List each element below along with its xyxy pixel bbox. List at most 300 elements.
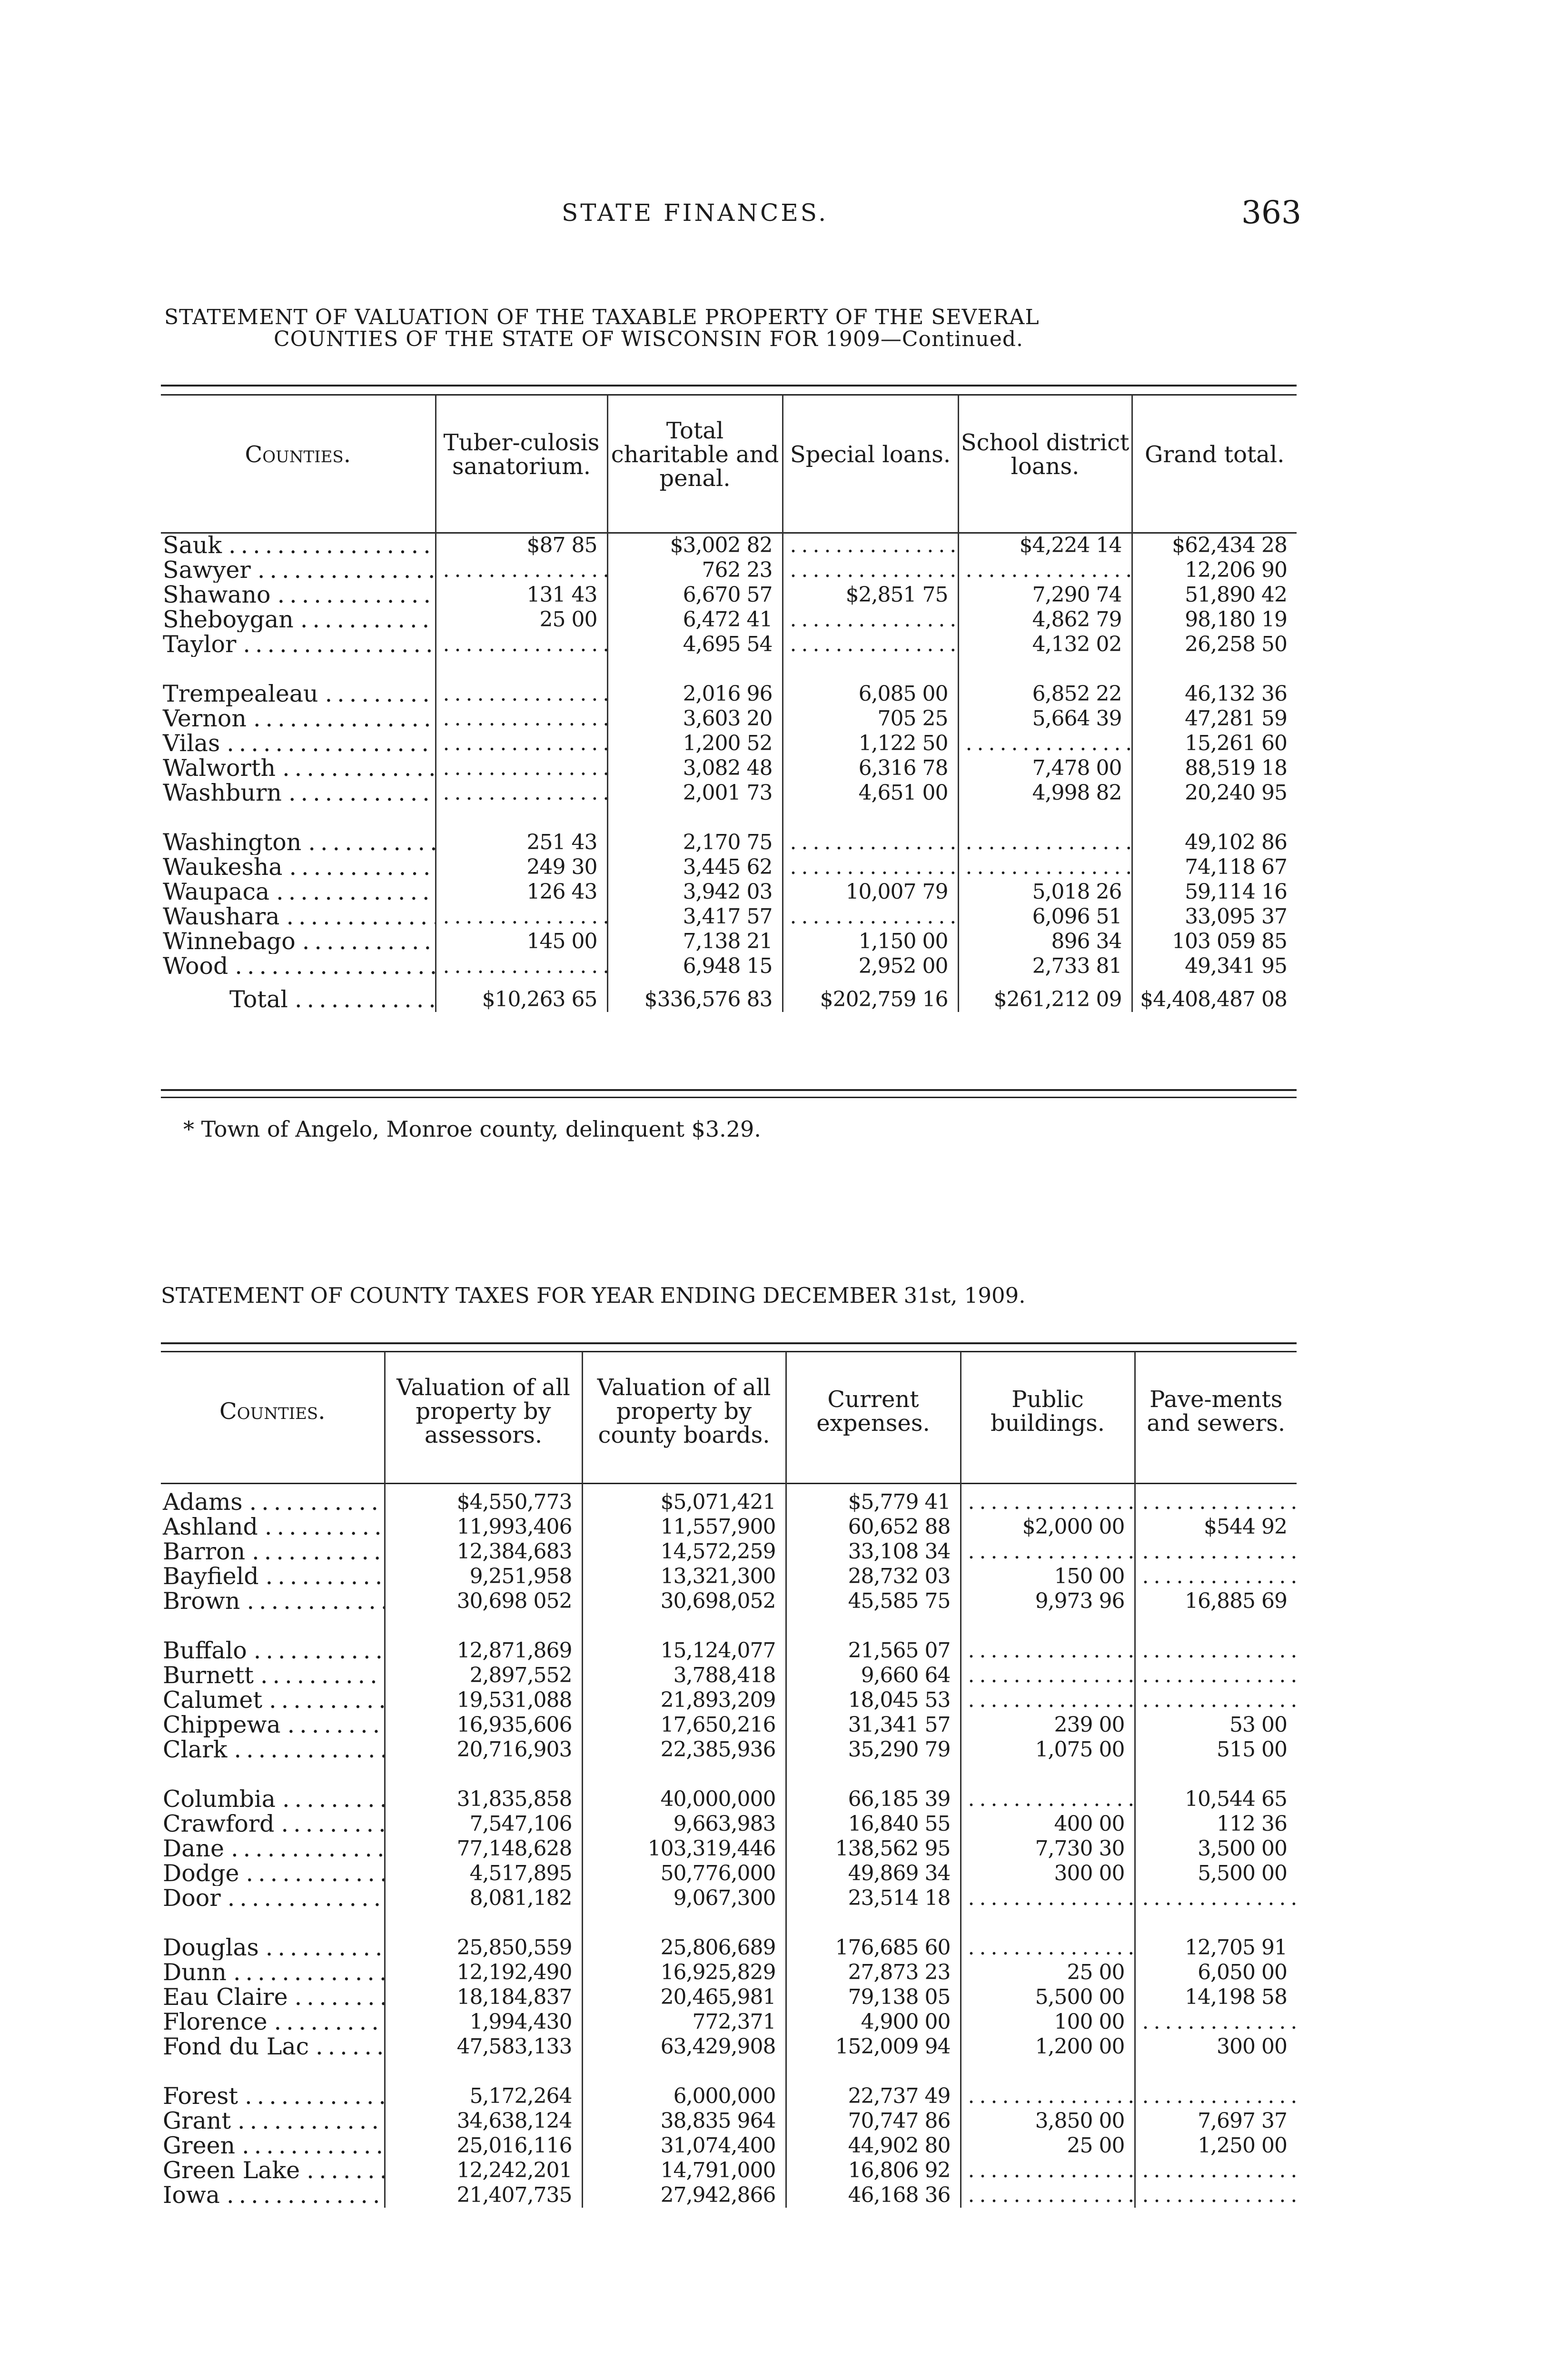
- county-name: Waupaca .....: [161, 880, 436, 904]
- county-name: Walworth .....: [161, 756, 436, 781]
- current-expenses-cell: 31,341 57: [786, 1713, 961, 1737]
- public-buildings-cell: 1,075 00: [961, 1737, 1135, 1762]
- valuation-assessors-cell: 11,993,406: [385, 1515, 582, 1539]
- county-name: Waushara .....: [161, 904, 436, 929]
- county-name: Buffalo .....: [161, 1638, 385, 1663]
- table-row: [161, 1638, 1297, 1663]
- tuberculosis-cell: [436, 954, 607, 979]
- valuation-assessors-cell: 19,531,088: [385, 1688, 582, 1713]
- special-loans-cell: [783, 607, 958, 632]
- table-row: [161, 1836, 1297, 1861]
- table-row: [161, 929, 1297, 954]
- valuation-boards-cell: 22,385,936: [582, 1737, 786, 1762]
- table1-footnote: * Town of Angelo, Monroe county, delinquent $3.29.: [183, 1116, 761, 1142]
- table-row: [161, 2183, 1297, 2208]
- current-expenses-cell: 49,869 34: [786, 1861, 961, 1886]
- special-loans-cell: 6,085 00: [783, 682, 958, 706]
- valuation-assessors-cell: 18,184,837: [385, 1985, 582, 2010]
- total-school-loans: $261,212 09: [958, 979, 1132, 1012]
- county-name: Columbia .....: [161, 1787, 385, 1812]
- public-buildings-cell: 5,500 00: [961, 1985, 1135, 2010]
- pavements-sewers-cell: 53 00: [1135, 1713, 1297, 1737]
- group-spacer: [161, 2059, 1297, 2084]
- table-row: [161, 904, 1297, 929]
- col-header-tuberculosis: Tuber-culosis sanatorium.: [436, 395, 607, 510]
- valuation-boards-cell: 11,557,900: [582, 1515, 786, 1539]
- special-loans-cell: 10,007 79: [783, 880, 958, 904]
- public-buildings-cell: 1,200 00: [961, 2034, 1135, 2059]
- county-name: Dane .....: [161, 1836, 385, 1861]
- county-name: Vernon .....: [161, 706, 436, 731]
- table-row: [161, 855, 1297, 880]
- school-loans-cell: 6,096 51: [958, 904, 1132, 929]
- pavements-sewers-cell: [1135, 1663, 1297, 1688]
- current-expenses-cell: 22,737 49: [786, 2084, 961, 2109]
- county-name: Barron .....: [161, 1539, 385, 1564]
- school-loans-cell: [958, 731, 1132, 756]
- public-buildings-cell: [961, 2158, 1135, 2183]
- table-row: [161, 1564, 1297, 1589]
- col-header-valuation-boards: Valuation of all property by county boards.: [582, 1352, 786, 1467]
- school-loans-cell: 4,862 79: [958, 607, 1132, 632]
- county-name: Green Lake .....: [161, 2158, 385, 2183]
- county-name: Winnebago .....: [161, 929, 436, 954]
- grand-total-cell: 74,118 67: [1132, 855, 1297, 880]
- public-buildings-cell: [961, 1787, 1135, 1812]
- table-row: [161, 880, 1297, 904]
- pavements-sewers-cell: 1,250 00: [1135, 2133, 1297, 2158]
- tuberculosis-cell: 131 43: [436, 583, 607, 607]
- col-header-counties: Counties.: [245, 441, 351, 468]
- col-header-pavements-sewers: Pave-ments and sewers.: [1135, 1352, 1297, 1467]
- table-row: [161, 706, 1297, 731]
- valuation-boards-cell: 9,663,983: [582, 1812, 786, 1836]
- grand-total-cell: 20,240 95: [1132, 781, 1297, 805]
- special-loans-cell: [783, 558, 958, 583]
- current-expenses-cell: 16,806 92: [786, 2158, 961, 2183]
- valuation-boards-cell: 13,321,300: [582, 1564, 786, 1589]
- table1: [161, 395, 1297, 1012]
- current-expenses-cell: 35,290 79: [786, 1737, 961, 1762]
- public-buildings-cell: 25 00: [961, 2133, 1135, 2158]
- valuation-assessors-cell: 47,583,133: [385, 2034, 582, 2059]
- valuation-boards-cell: 40,000,000: [582, 1787, 786, 1812]
- public-buildings-cell: 150 00: [961, 1564, 1135, 1589]
- public-buildings-cell: 3,850 00: [961, 2109, 1135, 2133]
- charitable-cell: 6,948 15: [607, 954, 783, 979]
- charitable-cell: 3,082 48: [607, 756, 783, 781]
- current-expenses-cell: 9,660 64: [786, 1663, 961, 1688]
- valuation-boards-cell: 31,074,400: [582, 2133, 786, 2158]
- county-name: Florence .....: [161, 2010, 385, 2034]
- county-name: Dodge .....: [161, 1861, 385, 1886]
- county-name: Clark .....: [161, 1737, 385, 1762]
- public-buildings-cell: 100 00: [961, 2010, 1135, 2034]
- county-name: Green .....: [161, 2133, 385, 2158]
- pavements-sewers-cell: 112 36: [1135, 1812, 1297, 1836]
- valuation-assessors-cell: 77,148,628: [385, 1836, 582, 1861]
- pavements-sewers-cell: 6,050 00: [1135, 1960, 1297, 1985]
- grand-total-cell: 47,281 59: [1132, 706, 1297, 731]
- grand-total-cell: 33,095 37: [1132, 904, 1297, 929]
- county-name: Adams .....: [161, 1467, 385, 1515]
- valuation-boards-cell: 63,429,908: [582, 2034, 786, 2059]
- county-name: Bayfield .....: [161, 1564, 385, 1589]
- table1-bottom-rule-2: [161, 1097, 1297, 1098]
- valuation-boards-cell: 25,806,689: [582, 1935, 786, 1960]
- charitable-cell: 7,138 21: [607, 929, 783, 954]
- tuberculosis-cell: 145 00: [436, 929, 607, 954]
- pavements-sewers-cell: [1135, 2183, 1297, 2208]
- group-spacer: [161, 1911, 1297, 1935]
- charitable-cell: 2,001 73: [607, 781, 783, 805]
- table-row: [161, 1886, 1297, 1911]
- county-name: Fond du Lac .....: [161, 2034, 385, 2059]
- school-loans-cell: [958, 830, 1132, 855]
- total-tuberculosis: $10,263 65: [436, 979, 607, 1012]
- table1-title-line2: COUNTIES OF THE STATE OF WISCONSIN FOR 1909—Continued.: [274, 327, 1024, 351]
- public-buildings-cell: [961, 2183, 1135, 2208]
- special-loans-cell: 4,651 00: [783, 781, 958, 805]
- table-row: [161, 1812, 1297, 1836]
- current-expenses-cell: 33,108 34: [786, 1539, 961, 1564]
- public-buildings-cell: 239 00: [961, 1713, 1135, 1737]
- pavements-sewers-cell: [1135, 2158, 1297, 2183]
- table-row: [161, 2034, 1297, 2059]
- table-row: [161, 1985, 1297, 2010]
- county-name: Sauk .....: [161, 510, 436, 558]
- current-expenses-cell: 27,873 23: [786, 1960, 961, 1985]
- grand-total-cell: 59,114 16: [1132, 880, 1297, 904]
- tuberculosis-cell: [436, 731, 607, 756]
- public-buildings-cell: [961, 2084, 1135, 2109]
- county-name: Washburn .....: [161, 781, 436, 805]
- public-buildings-cell: 300 00: [961, 1861, 1135, 1886]
- col-header-grand-total: Grand total.: [1132, 395, 1297, 510]
- valuation-assessors-cell: 30,698 052: [385, 1589, 582, 1614]
- table-row: [161, 731, 1297, 756]
- valuation-boards-cell: 9,067,300: [582, 1886, 786, 1911]
- tuberculosis-cell: [436, 756, 607, 781]
- school-loans-cell: $4,224 14: [958, 510, 1132, 558]
- county-name: Ashland .....: [161, 1515, 385, 1539]
- valuation-assessors-cell: 21,407,735: [385, 2183, 582, 2208]
- total-grand: $4,408,487 08: [1132, 979, 1297, 1012]
- pavements-sewers-cell: $544 92: [1135, 1515, 1297, 1539]
- col-header-valuation-assessors: Valuation of all property by assessors.: [385, 1352, 582, 1467]
- valuation-boards-cell: 17,650,216: [582, 1713, 786, 1737]
- col-header-public-buildings: Public buildings.: [961, 1352, 1135, 1467]
- grand-total-cell: 49,341 95: [1132, 954, 1297, 979]
- pavements-sewers-cell: 16,885 69: [1135, 1589, 1297, 1614]
- special-loans-cell: 1,122 50: [783, 731, 958, 756]
- table-row: [161, 1713, 1297, 1737]
- grand-total-cell: 103 059 85: [1132, 929, 1297, 954]
- pavements-sewers-cell: [1135, 1688, 1297, 1713]
- valuation-assessors-cell: 8,081,182: [385, 1886, 582, 1911]
- charitable-cell: 2,016 96: [607, 682, 783, 706]
- grand-total-cell: 98,180 19: [1132, 607, 1297, 632]
- valuation-assessors-cell: 12,192,490: [385, 1960, 582, 1985]
- table2-top-rule: [161, 1342, 1297, 1344]
- valuation-boards-cell: 20,465,981: [582, 1985, 786, 2010]
- special-loans-cell: $2,851 75: [783, 583, 958, 607]
- public-buildings-cell: [961, 1539, 1135, 1564]
- total-special-loans: $202,759 16: [783, 979, 958, 1012]
- public-buildings-cell: $2,000 00: [961, 1515, 1135, 1539]
- valuation-boards-cell: 3,788,418: [582, 1663, 786, 1688]
- col-header-special-loans: Special loans.: [783, 395, 958, 510]
- public-buildings-cell: [961, 1935, 1135, 1960]
- grand-total-cell: 46,132 36: [1132, 682, 1297, 706]
- charitable-cell: 6,670 57: [607, 583, 783, 607]
- county-name: Eau Claire .....: [161, 1985, 385, 2010]
- current-expenses-cell: 21,565 07: [786, 1638, 961, 1663]
- pavements-sewers-cell: [1135, 1539, 1297, 1564]
- valuation-assessors-cell: 25,016,116: [385, 2133, 582, 2158]
- valuation-boards-cell: 14,572,259: [582, 1539, 786, 1564]
- county-name: Vilas .....: [161, 731, 436, 756]
- county-name: Waukesha .....: [161, 855, 436, 880]
- tuberculosis-cell: 249 30: [436, 855, 607, 880]
- public-buildings-cell: 25 00: [961, 1960, 1135, 1985]
- tuberculosis-cell: [436, 558, 607, 583]
- pavements-sewers-cell: 12,705 91: [1135, 1935, 1297, 1960]
- county-name: Douglas .....: [161, 1935, 385, 1960]
- county-name: Sawyer .....: [161, 558, 436, 583]
- group-spacer: [161, 657, 1297, 682]
- grand-total-cell: 88,519 18: [1132, 756, 1297, 781]
- school-loans-cell: 2,733 81: [958, 954, 1132, 979]
- table2: [161, 1352, 1297, 2208]
- public-buildings-cell: [961, 1688, 1135, 1713]
- school-loans-cell: [958, 558, 1132, 583]
- special-loans-cell: [783, 830, 958, 855]
- table-row: [161, 1589, 1297, 1614]
- charitable-cell: 3,445 62: [607, 855, 783, 880]
- table-row: [161, 1960, 1297, 1985]
- school-loans-cell: 5,018 26: [958, 880, 1132, 904]
- public-buildings-cell: [961, 1886, 1135, 1911]
- table-row: [161, 632, 1297, 657]
- pavements-sewers-cell: 7,697 37: [1135, 2109, 1297, 2133]
- table1-bottom-rule: [161, 1089, 1297, 1091]
- current-expenses-cell: $5,779 41: [786, 1467, 961, 1515]
- valuation-boards-cell: 30,698,052: [582, 1589, 786, 1614]
- school-loans-cell: [958, 855, 1132, 880]
- valuation-assessors-cell: 2,897,552: [385, 1663, 582, 1688]
- charitable-cell: 762 23: [607, 558, 783, 583]
- pavements-sewers-cell: [1135, 2010, 1297, 2034]
- current-expenses-cell: 152,009 94: [786, 2034, 961, 2059]
- table-row: [161, 1787, 1297, 1812]
- school-loans-cell: 4,998 82: [958, 781, 1132, 805]
- public-buildings-cell: [961, 1467, 1135, 1515]
- county-name: Taylor .....: [161, 632, 436, 657]
- col-header-current-expenses: Current expenses.: [786, 1352, 961, 1467]
- charitable-cell: 3,417 57: [607, 904, 783, 929]
- current-expenses-cell: 79,138 05: [786, 1985, 961, 2010]
- pavements-sewers-cell: 10,544 65: [1135, 1787, 1297, 1812]
- running-header: STATE FINANCES.: [562, 199, 829, 227]
- county-name: Door .....: [161, 1886, 385, 1911]
- pavements-sewers-cell: 300 00: [1135, 2034, 1297, 2059]
- valuation-boards-cell: $5,071,421: [582, 1467, 786, 1515]
- grand-total-cell: 12,206 90: [1132, 558, 1297, 583]
- table-row: [161, 1688, 1297, 1713]
- group-spacer: [161, 805, 1297, 830]
- table1-header-row: [161, 395, 1297, 510]
- pavements-sewers-cell: 5,500 00: [1135, 1861, 1297, 1886]
- current-expenses-cell: 176,685 60: [786, 1935, 961, 1960]
- school-loans-cell: 5,664 39: [958, 706, 1132, 731]
- current-expenses-cell: 18,045 53: [786, 1688, 961, 1713]
- table-row: [161, 1539, 1297, 1564]
- tuberculosis-cell: [436, 706, 607, 731]
- table-row: [161, 2158, 1297, 2183]
- county-name: Iowa .....: [161, 2183, 385, 2208]
- tuberculosis-cell: [436, 904, 607, 929]
- pavements-sewers-cell: [1135, 1638, 1297, 1663]
- table-row: [161, 2010, 1297, 2034]
- valuation-assessors-cell: $4,550,773: [385, 1467, 582, 1515]
- county-name: Dunn .....: [161, 1960, 385, 1985]
- special-loans-cell: 6,316 78: [783, 756, 958, 781]
- current-expenses-cell: 66,185 39: [786, 1787, 961, 1812]
- table-row: [161, 607, 1297, 632]
- valuation-assessors-cell: 4,517,895: [385, 1861, 582, 1886]
- school-loans-cell: 6,852 22: [958, 682, 1132, 706]
- public-buildings-cell: 7,730 30: [961, 1836, 1135, 1861]
- charitable-cell: $3,002 82: [607, 510, 783, 558]
- pavements-sewers-cell: [1135, 2084, 1297, 2109]
- county-name: Burnett .....: [161, 1663, 385, 1688]
- table-row: [161, 1515, 1297, 1539]
- tuberculosis-cell: [436, 781, 607, 805]
- current-expenses-cell: 23,514 18: [786, 1886, 961, 1911]
- county-name: Forest .....: [161, 2084, 385, 2109]
- table-row: [161, 2133, 1297, 2158]
- current-expenses-cell: 138,562 95: [786, 1836, 961, 1861]
- county-name: Trempealeau .....: [161, 682, 436, 706]
- grand-total-cell: 49,102 86: [1132, 830, 1297, 855]
- valuation-boards-cell: 6,000,000: [582, 2084, 786, 2109]
- current-expenses-cell: 45,585 75: [786, 1589, 961, 1614]
- county-name: Brown .....: [161, 1589, 385, 1614]
- valuation-boards-cell: 50,776,000: [582, 1861, 786, 1886]
- group-spacer: [161, 1762, 1297, 1787]
- county-name: Wood .....: [161, 954, 436, 979]
- valuation-boards-cell: 27,942,866: [582, 2183, 786, 2208]
- charitable-cell: 6,472 41: [607, 607, 783, 632]
- special-loans-cell: 1,150 00: [783, 929, 958, 954]
- page-number: 363: [1241, 194, 1301, 231]
- special-loans-cell: [783, 510, 958, 558]
- current-expenses-cell: 16,840 55: [786, 1812, 961, 1836]
- current-expenses-cell: 4,900 00: [786, 2010, 961, 2034]
- county-name: Grant .....: [161, 2109, 385, 2133]
- tuberculosis-cell: [436, 682, 607, 706]
- valuation-assessors-cell: 31,835,858: [385, 1787, 582, 1812]
- valuation-assessors-cell: 25,850,559: [385, 1935, 582, 1960]
- charitable-cell: 4,695 54: [607, 632, 783, 657]
- charitable-cell: 2,170 75: [607, 830, 783, 855]
- charitable-cell: 3,603 20: [607, 706, 783, 731]
- valuation-boards-cell: 38,835 964: [582, 2109, 786, 2133]
- special-loans-cell: [783, 904, 958, 929]
- tuberculosis-cell: 251 43: [436, 830, 607, 855]
- table-row: [161, 781, 1297, 805]
- pavements-sewers-cell: 14,198 58: [1135, 1985, 1297, 2010]
- current-expenses-cell: 46,168 36: [786, 2183, 961, 2208]
- table-row: [161, 1935, 1297, 1960]
- valuation-boards-cell: 15,124,077: [582, 1638, 786, 1663]
- total-label: Total .....: [161, 979, 436, 1012]
- table-row: [161, 1467, 1297, 1515]
- table2-header-row: [161, 1352, 1297, 1467]
- table-row: [161, 954, 1297, 979]
- current-expenses-cell: 70,747 86: [786, 2109, 961, 2133]
- col-header-counties: Counties.: [219, 1398, 326, 1425]
- pavements-sewers-cell: [1135, 1564, 1297, 1589]
- valuation-assessors-cell: 34,638,124: [385, 2109, 582, 2133]
- county-name: Sheboygan .....: [161, 607, 436, 632]
- grand-total-cell: 51,890 42: [1132, 583, 1297, 607]
- table-row: [161, 510, 1297, 558]
- pavements-sewers-cell: 3,500 00: [1135, 1836, 1297, 1861]
- tuberculosis-cell: [436, 632, 607, 657]
- valuation-assessors-cell: 12,871,869: [385, 1638, 582, 1663]
- table2-title: STATEMENT OF COUNTY TAXES FOR YEAR ENDING DECEMBER 31st, 1909.: [161, 1283, 1026, 1308]
- public-buildings-cell: 9,973 96: [961, 1589, 1135, 1614]
- county-name: Crawford .....: [161, 1812, 385, 1836]
- current-expenses-cell: 28,732 03: [786, 1564, 961, 1589]
- pavements-sewers-cell: 515 00: [1135, 1737, 1297, 1762]
- table-row: [161, 2084, 1297, 2109]
- special-loans-cell: [783, 855, 958, 880]
- tuberculosis-cell: 25 00: [436, 607, 607, 632]
- special-loans-cell: [783, 632, 958, 657]
- special-loans-cell: 2,952 00: [783, 954, 958, 979]
- valuation-assessors-cell: 12,384,683: [385, 1539, 582, 1564]
- valuation-assessors-cell: 9,251,958: [385, 1564, 582, 1589]
- table-row: [161, 1737, 1297, 1762]
- table-row: [161, 830, 1297, 855]
- valuation-boards-cell: 772,371: [582, 2010, 786, 2034]
- valuation-assessors-cell: 1,994,430: [385, 2010, 582, 2034]
- table1-title-line1: STATEMENT OF VALUATION OF THE TAXABLE PROPERTY OF THE SEVERAL: [164, 305, 1040, 329]
- public-buildings-cell: [961, 1663, 1135, 1688]
- charitable-cell: 1,200 52: [607, 731, 783, 756]
- valuation-assessors-cell: 20,716,903: [385, 1737, 582, 1762]
- school-loans-cell: 4,132 02: [958, 632, 1132, 657]
- valuation-assessors-cell: 5,172,264: [385, 2084, 582, 2109]
- valuation-boards-cell: 21,893,209: [582, 1688, 786, 1713]
- pavements-sewers-cell: [1135, 1886, 1297, 1911]
- county-name: Chippewa .....: [161, 1713, 385, 1737]
- tuberculosis-cell: $87 85: [436, 510, 607, 558]
- total-row: [161, 979, 1297, 1012]
- table-row: [161, 1861, 1297, 1886]
- total-charitable: $336,576 83: [607, 979, 783, 1012]
- grand-total-cell: $62,434 28: [1132, 510, 1297, 558]
- table-row: [161, 558, 1297, 583]
- valuation-assessors-cell: 12,242,201: [385, 2158, 582, 2183]
- valuation-assessors-cell: 7,547,106: [385, 1812, 582, 1836]
- valuation-assessors-cell: 16,935,606: [385, 1713, 582, 1737]
- tuberculosis-cell: 126 43: [436, 880, 607, 904]
- public-buildings-cell: [961, 1638, 1135, 1663]
